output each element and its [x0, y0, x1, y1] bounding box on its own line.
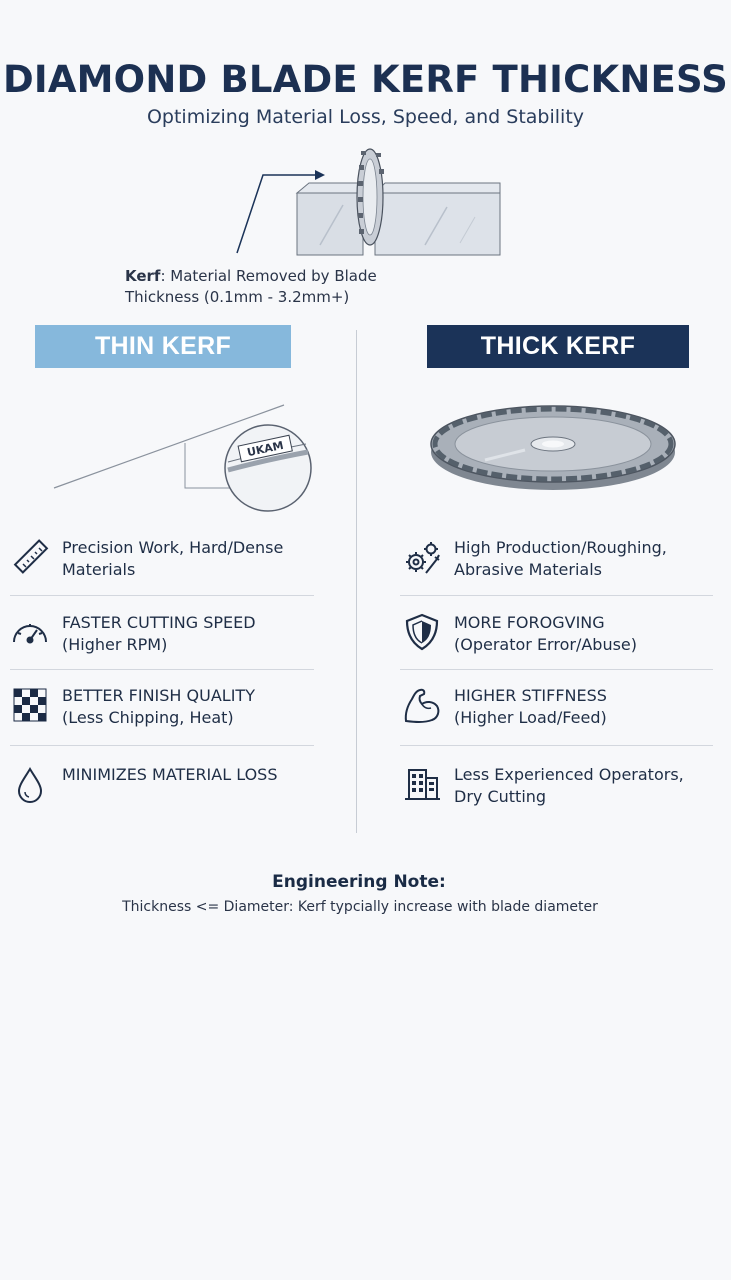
kerf-caption-line2: Thickness (0.1mm - 3.2mm+): [125, 288, 350, 306]
kerf-cut-illustration: [225, 145, 515, 265]
page-title: DIAMOND BLADE KERF THICKNESS: [2, 58, 729, 101]
speedometer-icon: [10, 612, 50, 652]
gears-wrench-icon: [402, 537, 442, 577]
thin-item-finish: [10, 685, 255, 729]
thin-blade-illustration: [50, 400, 320, 515]
ruler-icon: [10, 537, 50, 577]
kerf-caption: [125, 266, 377, 308]
separator: [10, 595, 314, 596]
thick-item-line2: (Higher Load/Feed): [454, 708, 607, 727]
checkerboard-icon: [10, 685, 50, 725]
thin-item-precision: [10, 537, 283, 581]
thin-item-material-loss: [10, 764, 277, 804]
page-subtitle: Optimizing Material Loss, Speed, and Stability: [146, 106, 585, 128]
building-icon: [402, 764, 442, 804]
thin-item-line1: FASTER CUTTING SPEED: [62, 613, 256, 632]
thin-item-speed: [10, 612, 256, 656]
thick-item-operators: [402, 764, 684, 808]
thick-item-line2: Abrasive Materials: [454, 560, 602, 579]
blade-brand-label: UKAM: [245, 438, 285, 460]
thin-item-line1: BETTER FINISH QUALITY: [62, 686, 255, 705]
thin-item-line1: Precision Work, Hard/Dense: [62, 538, 284, 557]
kerf-caption-line1: : Material Removed by Blade: [160, 267, 377, 285]
thick-blade-illustration: [425, 400, 685, 495]
thick-kerf-header: THICK KERF: [427, 325, 689, 368]
thin-item-line2: (Higher RPM): [62, 635, 168, 654]
engineering-note-text: Thickness <= Diameter: Kerf typcially increase with blade diameter: [122, 899, 598, 915]
column-divider: [356, 330, 357, 833]
thin-item-line2: Materials: [62, 560, 136, 579]
thick-item-line2: Dry Cutting: [454, 787, 547, 806]
thin-kerf-header: THIN KERF: [35, 325, 291, 368]
thick-item-forgiving: [402, 612, 637, 656]
thick-item-line1: High Production/Roughing,: [454, 538, 667, 557]
separator: [400, 745, 713, 746]
shield-icon: [402, 612, 442, 652]
flexed-arm-icon: [402, 685, 442, 725]
thick-item-stiffness: [402, 685, 607, 729]
separator: [10, 669, 314, 670]
water-drop-icon: [10, 764, 50, 804]
thick-item-line1: MORE FOROGVING: [454, 613, 605, 632]
thick-item-production: [402, 537, 667, 581]
thick-item-line1: Less Experienced Operators,: [454, 765, 684, 784]
thick-item-line2: (Operator Error/Abuse): [454, 635, 637, 654]
thick-item-line1: HIGHER STIFFNESS: [454, 686, 607, 705]
kerf-label: Kerf: [125, 267, 161, 285]
separator: [400, 669, 713, 670]
thin-item-line1: MINIMIZES MATERIAL LOSS: [62, 765, 278, 784]
thin-item-line2: (Less Chipping, Heat): [62, 708, 234, 727]
separator: [10, 745, 314, 746]
engineering-note-title: Engineering Note:: [272, 872, 446, 892]
separator: [400, 595, 713, 596]
